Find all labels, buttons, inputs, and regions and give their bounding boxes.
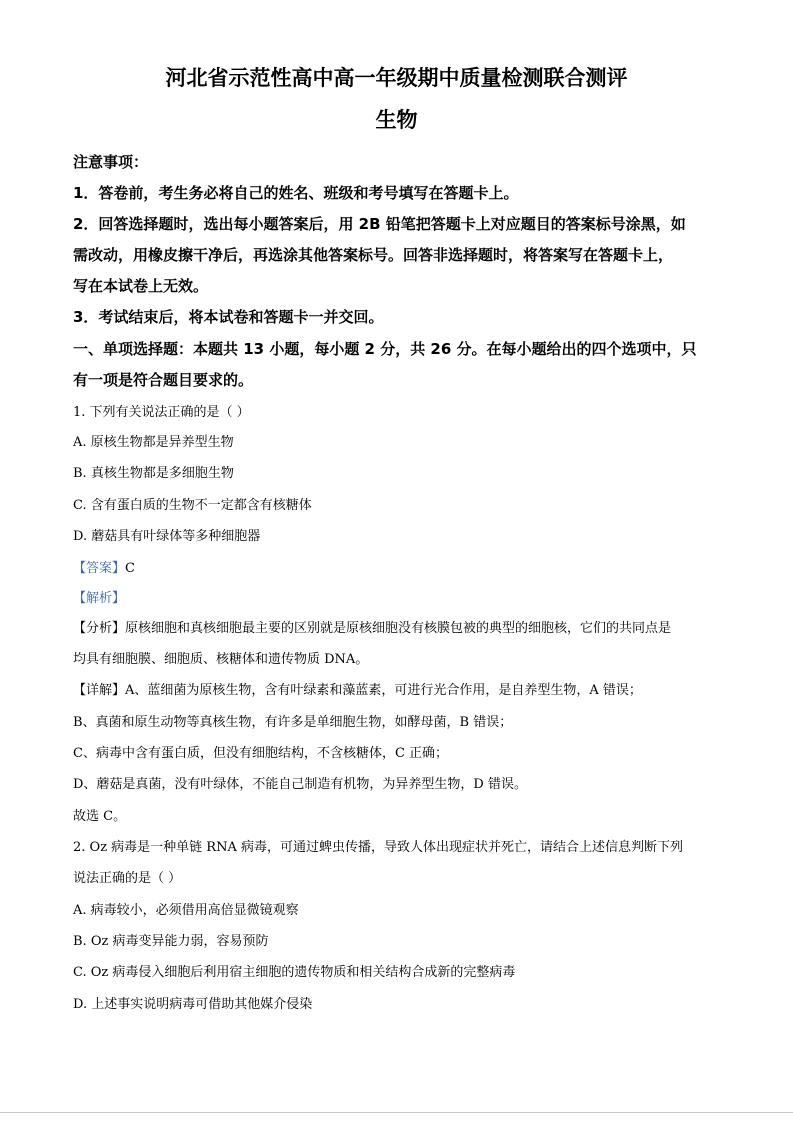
xiangjie-line-d: D、蘑菇是真菌，没有叶绿体，不能自己制造有机物，为异养型生物，D 错误。 [73,777,527,792]
notice-heading: 注意事项： [73,153,149,171]
xiangjie-text-a: A、蓝细菌为原核生物，含有叶绿素和藻蓝素，可进行光合作用，是自养型生物，A 错误； [125,683,642,698]
section-heading-line-1: 一、单项选择题：本题共 13 小题，每小题 2 分，共 26 分。在每小题给出的四个选项中，只 [73,340,697,358]
q1-option-a: A. 原核生物都是异养型生物 [73,435,234,450]
fenxi-text-1: 原核细胞和真核细胞最主要的区别就是原核细胞没有核膜包被的典型的细胞核，它们的共同点是 [125,621,672,636]
notice-item-2-line-1: 2．回答选择题时，选出每小题答案后，用 2B 铅笔把答题卡上对应题目的答案标号涂黑，如 [73,215,686,233]
q2-option-d: D. 上述事实说明病毒可借助其他媒介侵染 [73,997,313,1012]
xiangjie-line-b: B、真菌和原生动物等真核生物，有许多是单细胞生物，如酵母菌，B 错误； [73,715,513,730]
q1-option-d: D. 蘑菇具有叶绿体等多种细胞器 [73,529,261,544]
q1-option-c: C. 含有蛋白质的生物不一定都含有核糖体 [73,498,312,513]
xiangjie-line-a [73,679,642,698]
q1-answer-line [73,557,135,576]
fenxi-line-2: 均具有细胞膜、细胞质、核糖体和遗传物质 DNA。 [73,652,369,667]
q2-option-c: C. Oz 病毒侵入细胞后利用宿主细胞的遗传物质和相关结构合成新的完整病毒 [73,965,516,980]
answer-tag: 【答案】 [73,561,126,576]
notice-item-1: 1．答卷前，考生务必将自己的姓名、班级和考号填写在答题卡上。 [73,184,519,202]
q1-conclusion: 故选 C。 [73,809,127,824]
exam-subject: 生物 [375,108,418,132]
notice-item-2-line-2: 需改动，用橡皮擦干净后，再选涂其他答案标号。回答非选择题时，将答案写在答题卡上， [73,246,674,264]
q1-option-b: B. 真核生物都是多细胞生物 [73,466,234,481]
q1-stem: 1. 下列有关说法正确的是（ ） [73,405,250,420]
q2-option-a: A. 病毒较小，必须借用高倍显微镜观察 [73,903,299,918]
analysis-tag: 【解析】 [73,591,126,606]
notice-item-3: 3．考试结束后，将本试卷和答题卡一并交回。 [73,308,384,326]
q2-stem-line-1: 2. Oz 病毒是一种单链 RNA 病毒，可通过蜱虫传播，导致人体出现症状并死亡，请结合上述信息判断下列 [73,840,683,855]
page-bottom-rule [0,1112,793,1113]
exam-title: 河北省示范性高中高一年级期中质量检测联合测评 [165,66,628,90]
q2-stem-line-2: 说法正确的是（ ） [73,871,182,886]
fenxi-tag: 【分析】 [73,621,126,636]
section-heading-line-2: 有一项是符合题目要求的。 [73,371,254,389]
q2-option-b: B. Oz 病毒变异能力弱，容易预防 [73,934,269,949]
xiangjie-tag: 【详解】 [73,683,126,698]
fenxi-line-1 [73,617,671,636]
answer-value: C [125,561,135,576]
xiangjie-line-c: C、病毒中含有蛋白质，但没有细胞结构，不含核糖体，C 正确； [73,746,449,761]
notice-item-2-line-3: 写在本试卷上无效。 [73,277,209,295]
